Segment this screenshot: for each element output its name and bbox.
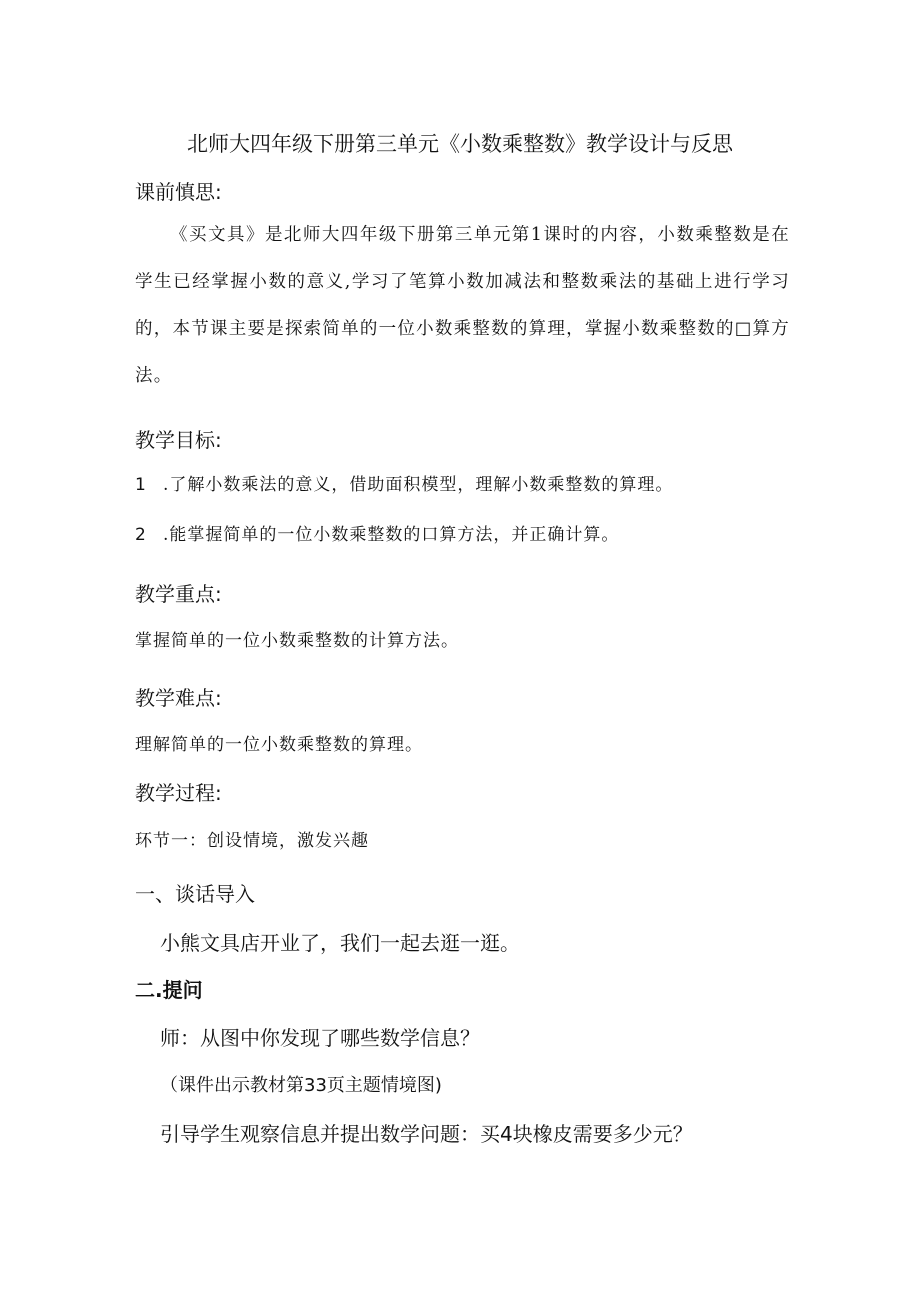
part-1-text: 小熊文具店开业了，我们一起去逛一逛。 <box>160 931 520 955</box>
heading-pre-class: 课前慎思: <box>135 180 222 204</box>
courseware-note: （课件出示教材第33页主题情境图) <box>160 1075 442 1096</box>
goal-item-1-text: .了解小数乘法的意义，借助面积模型，理解小数乘整数的算理。 <box>163 475 674 495</box>
goal-item-2-number: 2 <box>135 525 147 545</box>
heading-process: 教学过程: <box>135 781 222 805</box>
process-step-1: 环节一：创设情境，激发兴趣 <box>135 831 369 851</box>
guide-question: 引导学生观察信息并提出数学问题：买4块橡皮需要多少元？ <box>160 1122 693 1146</box>
goal-item-2-text: .能掌握简单的一位小数乘整数的口算方法，并正确计算。 <box>163 525 620 545</box>
part-2-heading: 二.提问 <box>135 978 203 1002</box>
part-1-heading: 一、谈话导入 <box>135 882 255 906</box>
goal-item-2 <box>135 520 619 545</box>
heading-goals: 教学目标: <box>135 428 222 452</box>
key-point-text: 掌握简单的一位小数乘整数的计算方法。 <box>135 631 459 651</box>
goal-item-1 <box>135 470 673 495</box>
goal-item-1-number: 1 <box>135 475 147 495</box>
document-title: 北师大四年级下册第三单元《小数乘整数》教学设计与反思 <box>187 132 733 156</box>
heading-difficulty: 教学难点: <box>135 686 222 710</box>
difficulty-text: 理解简单的一位小数乘整数的算理。 <box>135 735 423 755</box>
heading-key-point: 教学重点: <box>135 582 222 606</box>
teacher-question: 师：从图中你发现了哪些数学信息？ <box>160 1026 480 1050</box>
pre-class-paragraph: 《买文具》是北师大四年级下册第三单元第1课时的内容，小数乘整数是在学生已经掌握小数的意义,学习了笔算小数加减法和整数乘法的基础上进行学习的，本节课主要是探索简单的一位小数乘整数的算理，掌握小数乘整数的□算方法。 <box>135 225 790 386</box>
